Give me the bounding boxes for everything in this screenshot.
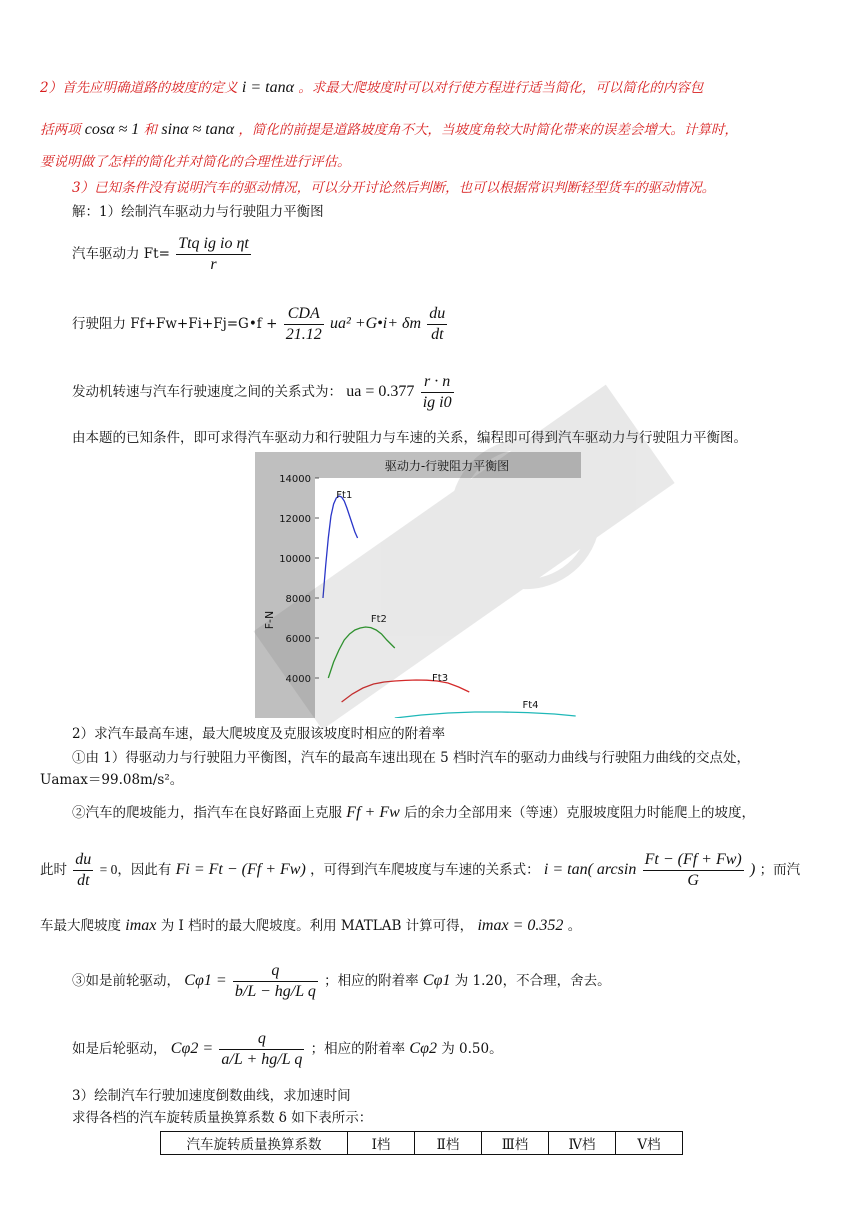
fraction-numerator: du — [73, 850, 93, 871]
fraction-denominator: a/L + hg/L q — [221, 1051, 303, 1068]
speed-relation-fraction — [421, 372, 454, 413]
note-line-1 — [40, 78, 828, 98]
cos-approx-formula: cosα ≈ 1 — [84, 121, 140, 138]
y-tick-label: 4000 — [285, 674, 311, 685]
table-row — [161, 1132, 683, 1155]
q2-para4-text: 车最大爬坡度 — [40, 918, 121, 934]
table-header-cell: Ⅳ档 — [549, 1132, 616, 1155]
fraction-denominator: b/L − hg/L q — [234, 983, 316, 1000]
rear-adhesion-lhs: Cφ2 = — [170, 1040, 214, 1057]
fraction-denominator: ig i0 — [422, 394, 452, 411]
note-text: ，简化的前提是道路坡度角不大，当坡度角较大时简化带来的误差会增大。计算时， — [238, 122, 738, 138]
fraction-numerator: r · n — [421, 372, 454, 393]
driving-force-fraction — [176, 234, 251, 275]
slope-formula: i = tanα — [241, 79, 294, 96]
note-text: 3）已知条件没有说明汽车的驱动情况，可以分开讨论然后判断，也可以根据常识判断轻型货车的驱动情况。 — [72, 180, 716, 196]
fraction-denominator: dt — [77, 872, 90, 889]
fraction-numerator: q — [233, 961, 318, 982]
resistance-sum-formula: Ff + Fw — [346, 804, 400, 821]
front-drive-line — [72, 950, 828, 1012]
q2-para3 — [40, 846, 828, 894]
note-text: 括两项 — [40, 122, 81, 138]
table-header-cell: Ⅰ档 — [348, 1132, 415, 1155]
sin-approx-formula: sinα ≈ tanα — [161, 121, 235, 138]
q2-title — [72, 724, 828, 744]
front-adhesion-fraction — [233, 961, 318, 1002]
rear-adhesion-fraction — [219, 1029, 304, 1070]
fraction-numerator: CDA — [284, 304, 324, 325]
q2-para2-text: 后的余力全部用来（等速）克服坡度阻力时能爬上的坡度， — [404, 805, 756, 821]
driving-force-label: 汽车驱动力 Ft= — [72, 246, 170, 262]
table-header-cell: Ⅱ档 — [415, 1132, 482, 1155]
rear-drive-line — [72, 1018, 828, 1080]
y-tick-label: 6000 — [285, 634, 311, 645]
grade-force-formula: Fi = Ft − (Ff + Fw) — [175, 861, 306, 878]
driving-force-formula — [72, 232, 828, 276]
front-drive-text: ③如是前轮驱动， — [72, 973, 180, 989]
fraction-numerator: Ttq ig io ηt — [176, 234, 251, 255]
front-drive-text: ；相应的附着率 — [324, 973, 419, 989]
fraction-numerator: Ft − (Ff + Fw) — [643, 850, 744, 871]
fraction-numerator: du — [427, 304, 447, 325]
front-adhesion-lhs: Cφ1 = — [184, 972, 227, 989]
q2-para2-text: ②汽车的爬坡能力，指汽车在良好路面上克服 — [72, 805, 342, 821]
y-tick-label: 12000 — [279, 514, 311, 525]
fraction-denominator: 21.12 — [285, 326, 322, 343]
fraction-denominator: G — [687, 872, 699, 889]
resistance-tail: ua² +G•i+ δm — [330, 315, 421, 332]
known-conditions — [72, 428, 828, 448]
table-header-cell: 汽车旋转质量换算系数 — [161, 1132, 348, 1155]
q2-para3-text: ；而汽 — [759, 862, 801, 878]
note-text: 和 — [143, 122, 158, 138]
rotating-mass-table — [160, 1131, 683, 1155]
note-text: 。求最大爬坡度时可以对行使方程进行适当简化，可以简化的内容包 — [298, 80, 704, 96]
front-adhesion-symbol: Cφ1 — [422, 972, 451, 989]
force-balance-chart — [255, 452, 581, 718]
speed-relation-label: 发动机转速与汽车行驶速度之间的关系式为： — [72, 384, 342, 400]
q3-intro-text: 求得各档的汽车旋转质量换算系数 δ 如下表所示： — [72, 1110, 373, 1126]
rear-drive-text: ；相应的附着率 — [310, 1041, 406, 1057]
fraction-denominator: dt — [431, 326, 444, 343]
y-tick-label: 10000 — [279, 554, 311, 565]
q2-para1b — [40, 770, 828, 790]
imax-result: imax = 0.352 — [477, 917, 564, 934]
rear-drive-text: 如是后轮驱动， — [72, 1041, 167, 1057]
grade-formula-head: i = tan( arcsin — [543, 861, 637, 878]
du-dt-fraction — [73, 850, 93, 891]
q2-para3-text: 此时 — [40, 862, 67, 878]
note-text: 要说明做了怎样的简化并对简化的合理性进行评估。 — [40, 154, 351, 170]
y-tick-label: 8000 — [285, 594, 311, 605]
note-text: 2）首先应明确道路的坡度的定义 — [40, 80, 238, 96]
solution-title-text: 解：1）绘制汽车驱动力与行驶阻力平衡图 — [72, 204, 324, 220]
grade-formula-tail: ) — [750, 861, 756, 878]
series-label-ft3: Ft3 — [432, 673, 449, 684]
max-speed-result: Uamax＝99.08m/s²。 — [40, 772, 184, 788]
q2-para4-text: 。 — [567, 918, 582, 934]
note-line-3 — [40, 152, 828, 172]
q2-para3-text: ，可得到汽车爬坡度与车速的关系式： — [310, 862, 540, 878]
rear-drive-result: 为 0.50。 — [441, 1041, 503, 1057]
q3-title — [72, 1086, 828, 1106]
speed-relation — [72, 370, 828, 414]
q2-para1 — [72, 748, 828, 768]
table-header-cell: Ⅲ档 — [482, 1132, 549, 1155]
table-header-cell: Ⅴ档 — [616, 1132, 683, 1155]
q3-title-text: 3）绘制汽车行驶加速度倒数曲线，求加速时间 — [72, 1088, 351, 1104]
q2-para4-text: 为 I 档时的最大爬坡度。利用 MATLAB 计算可得， — [160, 918, 474, 934]
fraction-numerator: q — [219, 1029, 304, 1050]
q2-para1-text: ①由 1）得驱动力与行驶阻力平衡图，汽车的最高车速出现在 5 档时汽车的驱动力曲线与行驶阻力曲线的交点处， — [72, 750, 751, 766]
imax-symbol: imax — [125, 917, 157, 934]
series-label-ft1: Ft1 — [336, 490, 353, 501]
q2-para2 — [72, 800, 828, 826]
q2-para3-text: = 0，因此有 — [99, 862, 172, 877]
note-line-4 — [72, 178, 828, 198]
q2-para4 — [40, 914, 828, 938]
series-label-ft2: Ft2 — [370, 614, 387, 625]
resistance-formula — [72, 302, 828, 346]
chart-title: 驱动力-行驶阻力平衡图 — [384, 459, 510, 473]
resistance-label: 行驶阻力 Ff+Fw+Fi+Fj=G•f + — [72, 316, 278, 332]
rear-adhesion-symbol: Cφ2 — [409, 1040, 437, 1057]
fraction-denominator: r — [210, 256, 217, 273]
note-line-2 — [40, 120, 828, 140]
speed-relation-lhs: ua = 0.377 — [346, 383, 415, 400]
chart-y-axis-label: F-N — [263, 610, 276, 630]
front-drive-result: 为 1.20，不合理，舍去。 — [454, 973, 611, 989]
series-label-ft4: Ft4 — [522, 700, 539, 711]
q3-intro — [72, 1108, 828, 1128]
grade-formula-fraction — [643, 850, 744, 891]
known-conditions-text: 由本题的已知条件，即可求得汽车驱动力和行驶阻力与车速的关系，编程即可得到汽车驱动力与行驶阻力平衡图。 — [72, 430, 747, 446]
solution-title — [72, 202, 828, 222]
acceleration-fraction — [427, 304, 447, 345]
y-tick-label: 14000 — [279, 474, 311, 485]
q2-title-text: 2）求汽车最高车速，最大爬坡度及克服该坡度时相应的附着率 — [72, 726, 446, 742]
air-drag-fraction — [284, 304, 324, 345]
